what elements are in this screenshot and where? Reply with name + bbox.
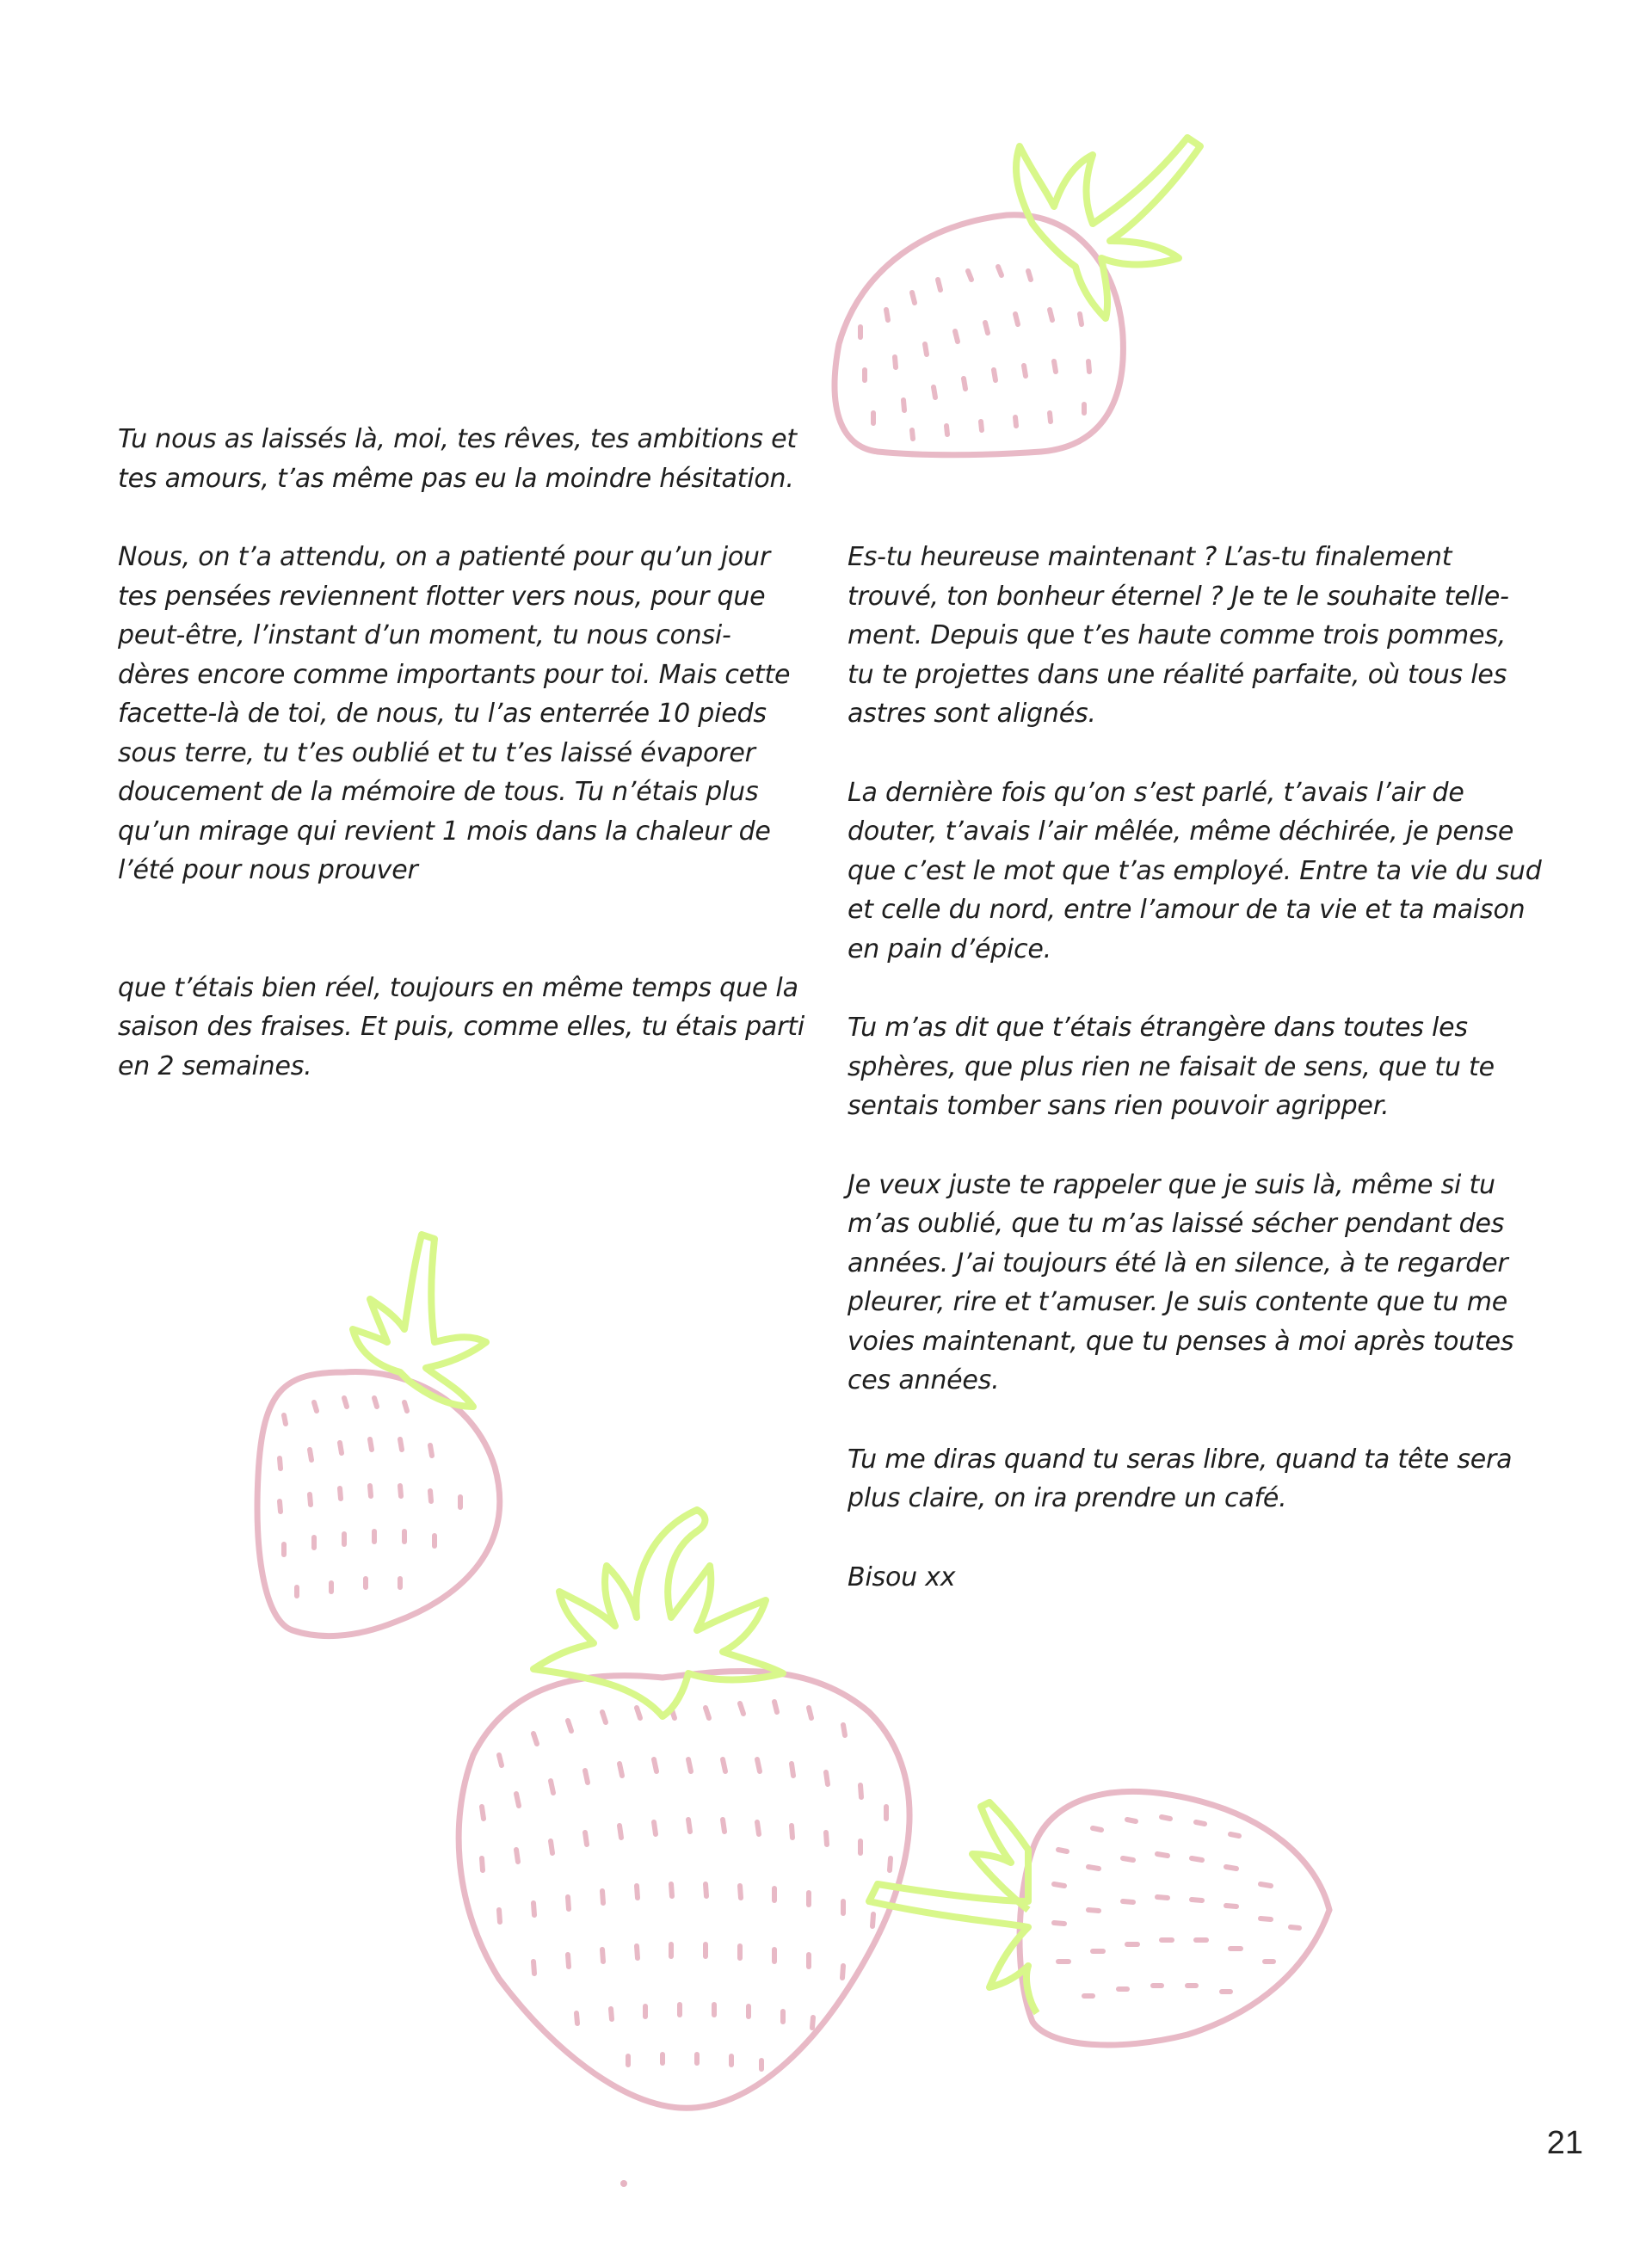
strawberry-bottom-side-illustration (860, 1755, 1342, 2065)
left-paragraph-2: Nous, on t’a attendu, on a patienté pour qu’un jour tes pensées reviennent flotter vers nous, pour que peut-être, l’instant d’un moment, tu nous consi- dères encore comme importants pour toi. Mais cette facette-là de toi, de nous, tu l’as enterrée 10 pieds sous terre, tu t’es oublié et tu t’es laissé évaporer doucement de la mémoire de tous. Tu n’étais plus qu’un mirage qui revient 1 mois dans la chaleur de l’été pour nous prouver (118, 542, 791, 885)
right-paragraph-1: Es-tu heureuse maintenant ? L’as-tu finalement trouvé, ton bonheur éternel ? Je te le souhaite telle- ment. Depuis que t’es haute comme trois pommes, tu te projettes dans une réalité parfaite, où tous les astres sont alignés. (848, 542, 1509, 729)
right-paragraph-5: Tu me diras quand tu seras libre, quand ta tête sera plus claire, on ira prendre un café. (848, 1444, 1513, 1513)
right-column (848, 538, 1553, 1597)
decorative-dot (620, 2180, 627, 2187)
strawberry-top-right-illustration (826, 129, 1213, 473)
left-column (118, 420, 806, 1086)
page-number: 21 (1546, 2125, 1583, 2161)
right-paragraph-3: Tu m’as dit que t’étais étrangère dans toutes les sphères, que plus rien ne faisait de sens, que tu te sentais tomber sans rien pouvoir agripper. (848, 1013, 1495, 1121)
right-paragraph-6: Bisou xx (848, 1561, 956, 1592)
left-paragraph-1: Tu nous as laissés là, moi, tes rêves, tes ambitions et tes amours, t’as même pas eu la moindre hésitation. (118, 424, 797, 494)
right-paragraph-2: La dernière fois qu’on s’est parlé, t’avais l’air de douter, t’avais l’air mêlée, même déchirée, je pense que c’est le mot que t’as employé. Entre ta vie du sud et celle du nord, entre l’amour de ta vie et ta maison en pain d’épice. (848, 777, 1542, 964)
left-paragraph-3: que t’étais bien réel, toujours en même temps que la saison des fraises. Et puis, comme elles, tu étais parti en 2 semaines. (118, 972, 804, 1081)
right-paragraph-4: Je veux juste te rappeler que je suis là, même si tu m’as oublié, que tu m’as laissé sécher pendant des années. J’ai toujours été là en silence, à te regarder pleurer, rire et t’amuser. Je suis contente que tu me voies maintenant, que tu penses à moi après toutes ces années. (848, 1169, 1514, 1395)
